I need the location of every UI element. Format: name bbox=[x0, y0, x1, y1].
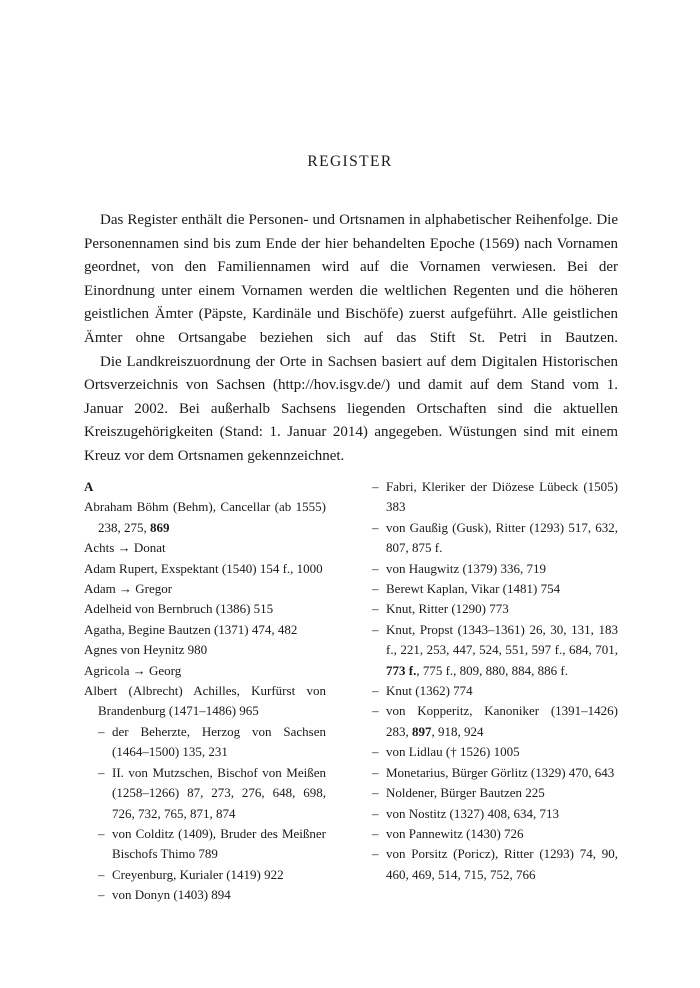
entry-text: Agatha, Begine Bautzen (1371) 474, 482 bbox=[84, 621, 298, 637]
entry-dash: – bbox=[372, 621, 379, 637]
intro-text bbox=[84, 209, 618, 469]
register-entry bbox=[358, 763, 618, 783]
entry-text: von Kopperitz, Kanoniker (1391–1426) 283, bbox=[386, 703, 618, 739]
register-entry bbox=[84, 824, 326, 865]
register-entry bbox=[358, 783, 618, 803]
entry-text: Adam Rupert, Exspektant (1540) 154 f., 1000 bbox=[84, 560, 323, 576]
register-entry bbox=[84, 885, 326, 905]
entry-text: Agricola → Georg bbox=[84, 662, 182, 678]
register-entry bbox=[84, 661, 326, 681]
register-entry bbox=[358, 742, 618, 762]
register-entry bbox=[84, 620, 326, 640]
entry-dash: – bbox=[372, 846, 379, 862]
register-entry bbox=[84, 763, 326, 824]
entry-text: Adam → Gregor bbox=[84, 581, 173, 597]
entry-dash: – bbox=[372, 479, 379, 494]
entry-text: der Beherzte, Herzog von Sachsen (1464–1500) 135, 231 bbox=[112, 723, 326, 760]
entry-dash: – bbox=[98, 887, 105, 903]
register-entry bbox=[358, 518, 618, 559]
register-entry bbox=[84, 865, 326, 885]
entry-text: Noldener, Bürger Bautzen 225 bbox=[386, 785, 545, 801]
entry-text: Creyenburg, Kurialer (1419) 922 bbox=[112, 866, 284, 882]
entry-bold-page: 773 f. bbox=[386, 662, 417, 678]
entry-dash: – bbox=[372, 581, 379, 597]
entry-dash: – bbox=[98, 764, 105, 780]
entry-dash: – bbox=[98, 825, 105, 841]
register-entry bbox=[84, 640, 326, 660]
register-entry bbox=[84, 559, 326, 579]
entry-text-after: , 775 f., 809, 880, 884, 886 f. bbox=[416, 662, 569, 678]
entry-dash: – bbox=[98, 723, 105, 739]
register-entry bbox=[84, 538, 326, 558]
entry-text: Adelheid von Bernbruch (1386) 515 bbox=[84, 601, 274, 617]
entry-text: Albert (Albrecht) Achilles, Kurfürst von Brandenburg (1471–1486) 965 bbox=[84, 683, 326, 719]
entry-text-after: , 918, 924 bbox=[431, 723, 484, 739]
entry-text: Monetarius, Bürger Görlitz (1329) 470, 643 bbox=[386, 764, 615, 780]
register-entry bbox=[358, 844, 618, 885]
entry-dash: – bbox=[372, 683, 379, 699]
register-entry bbox=[358, 804, 618, 824]
register-entry bbox=[84, 681, 326, 722]
entry-dash: – bbox=[372, 703, 379, 719]
entry-text: von Nostitz (1327) 408, 634, 713 bbox=[386, 805, 559, 821]
section-letter: A bbox=[84, 479, 94, 494]
entry-dash: – bbox=[372, 785, 379, 801]
entry-dash: – bbox=[372, 744, 379, 760]
register-entry bbox=[358, 599, 618, 619]
register-entry bbox=[358, 477, 618, 518]
entry-text: von Colditz (1409), Bruder des Meißner Bischofs Thimo 789 bbox=[112, 825, 326, 862]
entry-text: II. von Mutzschen, Bischof von Meißen (1258–1266) 87, 273, 276, 648, 698, 726, 732, 765, 871, 874 bbox=[112, 764, 326, 821]
register-entry bbox=[84, 497, 326, 538]
entry-text: von Lidlau († 1526) 1005 bbox=[386, 744, 520, 760]
register-entry bbox=[84, 722, 326, 763]
entry-text: Abraham Böhm (Behm), Cancellar (ab 1555) 238, 275, bbox=[84, 499, 326, 535]
entry-text: von Porsitz (Poricz), Ritter (1293) 74, 90, 460, 469, 514, 715, 752, 766 bbox=[386, 846, 618, 882]
register-column-right bbox=[358, 477, 618, 885]
entry-text: Agnes von Heynitz 980 bbox=[84, 642, 208, 658]
register-column-left bbox=[84, 477, 326, 906]
entry-bold-page: 869 bbox=[150, 519, 170, 535]
entry-dash: – bbox=[372, 805, 379, 821]
entry-text: Achts → Donat bbox=[84, 540, 166, 556]
entry-text: Knut (1362) 774 bbox=[386, 683, 473, 699]
intro-paragraph: Das Register enthält die Personen- und Ortsnamen in alphabetischer Reihenfolge. Die Personennamen sind bis zum Ende der hier behandelten Epoche (1569) nach Vornamen geordnet, von den Familiennamen wird auf die Vornamen verwiesen. Bei der Einordnung unter einem Vornamen werden die weltlichen Regenten und die höheren geistlichen Ämter (Päpste, Kardinäle und Bischöfe) zuerst aufgeführt. Alle geistlichen Ämter ohne Ortsangabe beziehen sich auf das Stift St. Petri in Bautzen. bbox=[84, 212, 618, 346]
entry-bold-page: 897 bbox=[412, 723, 432, 739]
register-entry bbox=[358, 559, 618, 579]
entry-dash: – bbox=[372, 601, 379, 617]
entry-text: von Gaußig (Gusk), Ritter (1293) 517, 632, 807, 875 f. bbox=[386, 519, 618, 556]
register-entry bbox=[358, 824, 618, 844]
entry-text: Knut, Ritter (1290) 773 bbox=[386, 601, 509, 617]
register-entry bbox=[358, 681, 618, 701]
register-entry bbox=[358, 701, 618, 742]
page-title: REGISTER bbox=[307, 153, 393, 170]
entry-text: von Pannewitz (1430) 726 bbox=[386, 825, 524, 841]
register-entry bbox=[84, 599, 326, 619]
register-entry bbox=[358, 579, 618, 599]
intro-paragraph: Die Landkreiszuordnung der Orte in Sachsen basiert auf dem Digitalen Historischen Ortsverzeichnis von Sachsen (http://hov.isgv.de/) und damit auf dem Stand vom 1. Januar 2002. Bei außerhalb Sachsens liegenden Ortschaften sind die aktuellen Kreiszugehörigkeiten (Stand: 1. Januar 2014) angegeben. Wüstungen sind mit einem Kreuz vor dem Ortsnamen gekennzeichnet. bbox=[84, 353, 618, 464]
entry-dash: – bbox=[98, 866, 105, 882]
entry-dash: – bbox=[372, 764, 379, 780]
entry-dash: – bbox=[372, 519, 379, 535]
entry-text: Fabri, Kleriker der Diözese Lübeck (1505) 383 bbox=[386, 479, 618, 515]
entry-dash: – bbox=[372, 560, 379, 576]
register-entry bbox=[358, 620, 618, 681]
register-entry bbox=[84, 579, 326, 599]
entry-text: von Donyn (1403) 894 bbox=[112, 887, 231, 903]
entry-text: von Haugwitz (1379) 336, 719 bbox=[386, 560, 546, 576]
entry-text: Knut, Propst (1343–1361) 26, 30, 131, 183 f., 221, 253, 447, 524, 551, 597 f., 684, 701, bbox=[386, 621, 618, 658]
entry-dash: – bbox=[372, 825, 379, 841]
entry-text: Berewt Kaplan, Vikar (1481) 754 bbox=[386, 581, 561, 597]
